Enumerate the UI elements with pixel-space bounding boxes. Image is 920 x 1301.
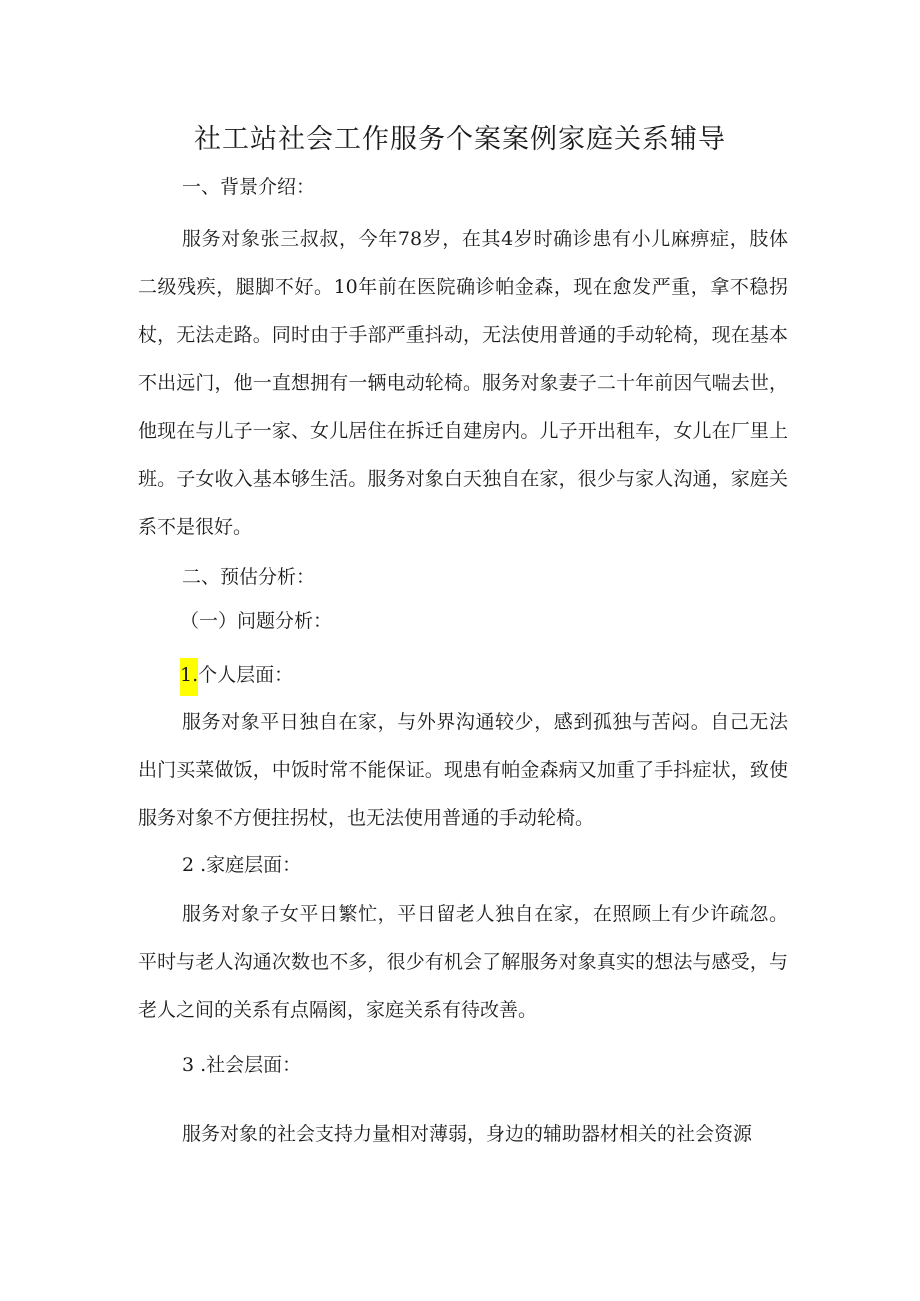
social-paragraph: 服务对象的社会支持力量相对薄弱，身边的辅助器材相关的社会资源: [182, 1123, 753, 1145]
family-paragraph: 服务对象子女平日繁忙，平日留老人独自在家，在照顾上有少许疏忽。平时与老人沟通次数也不多，很少有机会了解服务对象真实的想法与感受，与老人之间的关系有点隔阂，家庭关系有待改善。: [138, 903, 788, 1021]
subheading-problem-analysis: （一）问题分析：: [180, 610, 333, 632]
document-title: 社工站社会工作服务个案案例家庭关系辅导: [194, 124, 726, 155]
background-paragraph: 服务对象张三叔叔，今年78岁，在其4岁时确诊患有小儿麻痹症，肢体二级残疾，腿脚不好。10年前在医院确诊帕金森，现在愈发严重，拿不稳拐杖，无法走路。同时由于手部严重抖动，无法使用普通的手动轮椅，现在基本不出远门，他一直想拥有一辆电动轮椅。服务对象妻子二十年前因气喘去世，他现在与儿子一家、女儿居住在拆迁自建房内。儿子开出租车，女儿在厂里上班。子女收入基本够生活。服务对象白天独自在家，很少与家人沟通，家庭关系不是很好。: [138, 228, 788, 538]
heading-personal-text: 个人层面：: [198, 664, 294, 686]
section-heading-assessment: 二、预估分析：: [182, 566, 316, 588]
personal-paragraph: 服务对象平日独自在家，与外界沟通较少，感到孤独与苦闷。自己无法出门买菜做饭，中饭时常不能保证。现患有帕金森病又加重了手抖症状，致使服务对象不方便拄拐杖，也无法使用普通的手动轮椅。: [138, 711, 788, 829]
heading-social-level: 3 .社会层面：: [182, 1054, 302, 1076]
heading-family-level: 2 .家庭层面：: [182, 854, 302, 876]
highlighted-number: 1.: [180, 658, 198, 696]
heading-personal-level: [180, 660, 293, 690]
section-heading-background: 一、背景介绍：: [182, 176, 316, 198]
